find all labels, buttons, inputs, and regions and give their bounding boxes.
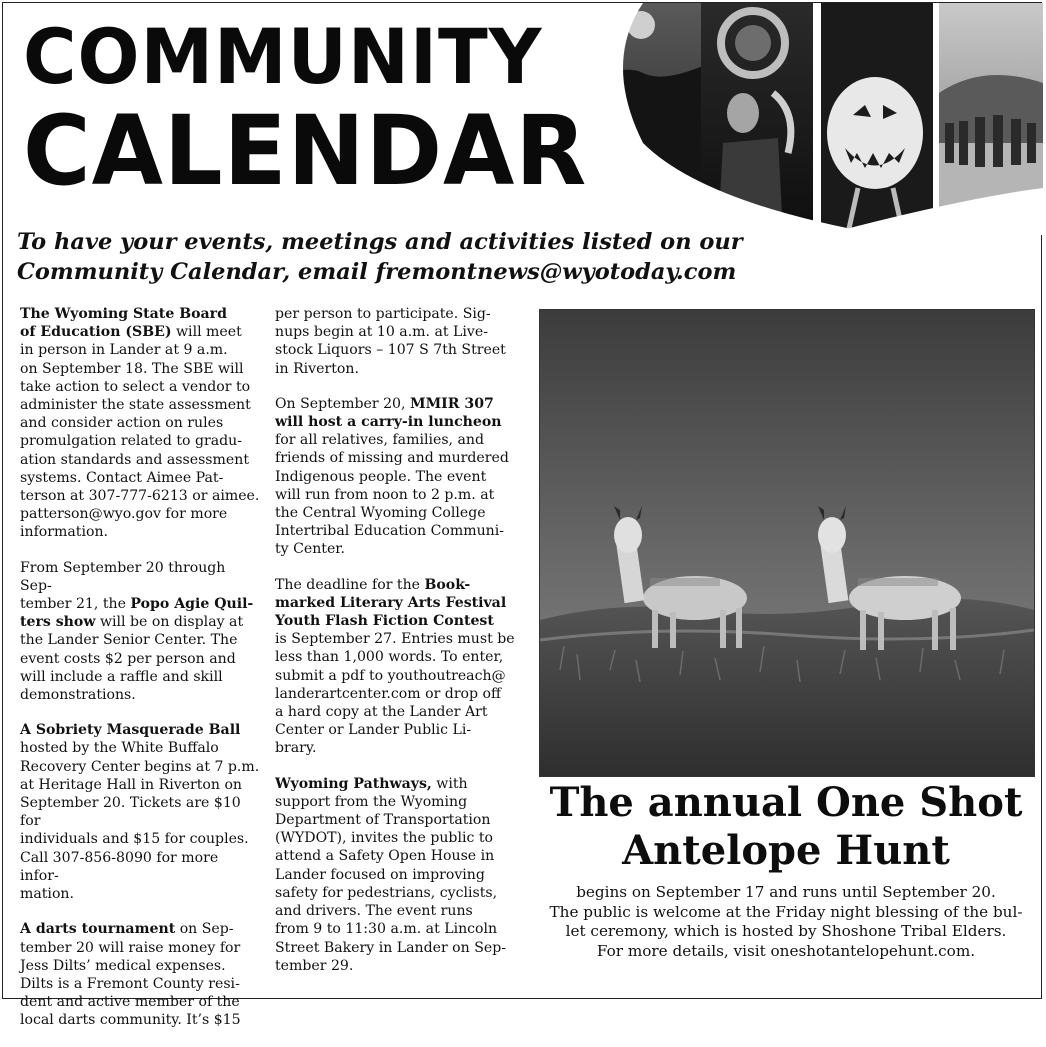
event-item: A Sobriety Masquerade Ball hosted by the White Buffalo Recovery Center begins at 7 p.m. at Heritage Hall in Riverton on September 20. Tickets are $10 for individuals and $15 for couples. Call 307-856-8090 for more infor- mation.	[20, 722, 260, 903]
event-item: A darts tournament on Sep- tember 20 will raise money for Jess Dilts’ medical expenses. Dilts is a Fremont County resi- dent and active member of the local darts community. It’s $15	[20, 921, 241, 1029]
event-item: From September 20 through Sep- tember 21, the Popo Agie Quil- ters show will be on display at the Lander Senior Center. The event costs $2 per person and will include a raffle and skill demonstrations.	[20, 559, 254, 704]
feature-body: begins on September 17 and runs until September 20. The public is welcome at the Friday night blessing of the bul- let ceremony, which is hosted by Shoshone Tribal Elders. For more details, visit oneshotantelopehunt.com.	[549, 883, 1023, 960]
two-pronghorn-antelope-photo	[539, 309, 1035, 777]
page-title-line1: COMMUNITY	[23, 12, 543, 101]
events-column-1	[20, 305, 260, 1047]
jack-o-lantern-inflatable-photo	[821, 3, 933, 235]
event-item: On September 20, MMIR 307 will host a carry-in luncheon for all relatives, families, and friends of missing and murdered Indigenous people. The event will run from noon to 2 p.m. at the Central Wyoming College Intertribal Education Communi- ty Center.	[275, 395, 509, 558]
calendar-page	[2, 2, 1042, 1029]
page-title-line2: CALENDAR	[23, 95, 588, 207]
feature-headline: The annual One Shot Antelope Hunt	[549, 779, 1023, 874]
event-item: The deadline for the Book- marked Literary Arts Festival Youth Flash Fiction Contest is September 27. Entries must be less than 1,000 words. To enter, submit a pdf to youthoutreach@ landerartcenter.com or drop off a hard copy at the Lander Art Center or Lander Public Li- brary.	[275, 576, 515, 757]
submission-instructions: To have your events, meetings and activities listed on our Community Calendar, email fremontnews@wyotoday.com	[17, 229, 743, 285]
header-photo-strip	[583, 3, 1043, 235]
event-item: per person to participate. Sig- nups begin at 10 a.m. at Live- stock Liquors – 107 S 7th Street in Riverton.	[275, 306, 506, 377]
event-item: Wyoming Pathways, with support from the Wyoming Department of Transportation (WYDOT), invites the public to attend a Safety Open House in Lander focused on improving safety for pedestrians, cyclists, and drivers. The event runs from 9 to 11:30 a.m. at Lincoln Street Bakery in Lander on Sep- tember 29.	[275, 775, 507, 974]
events-column-2	[275, 305, 521, 992]
event-item: The Wyoming State Board of Education (SBE) will meet in person in Lander at 9 a.m. on September 18. The SBE will take action to select a vendor to administer the state assessment and consider action on rules promulgation related to gradu- ation standards and assessment systems. Contact Aimee Pat- terson at 307-777-6213 or aimee. patterson@wyo.gov for more information.	[20, 306, 260, 541]
